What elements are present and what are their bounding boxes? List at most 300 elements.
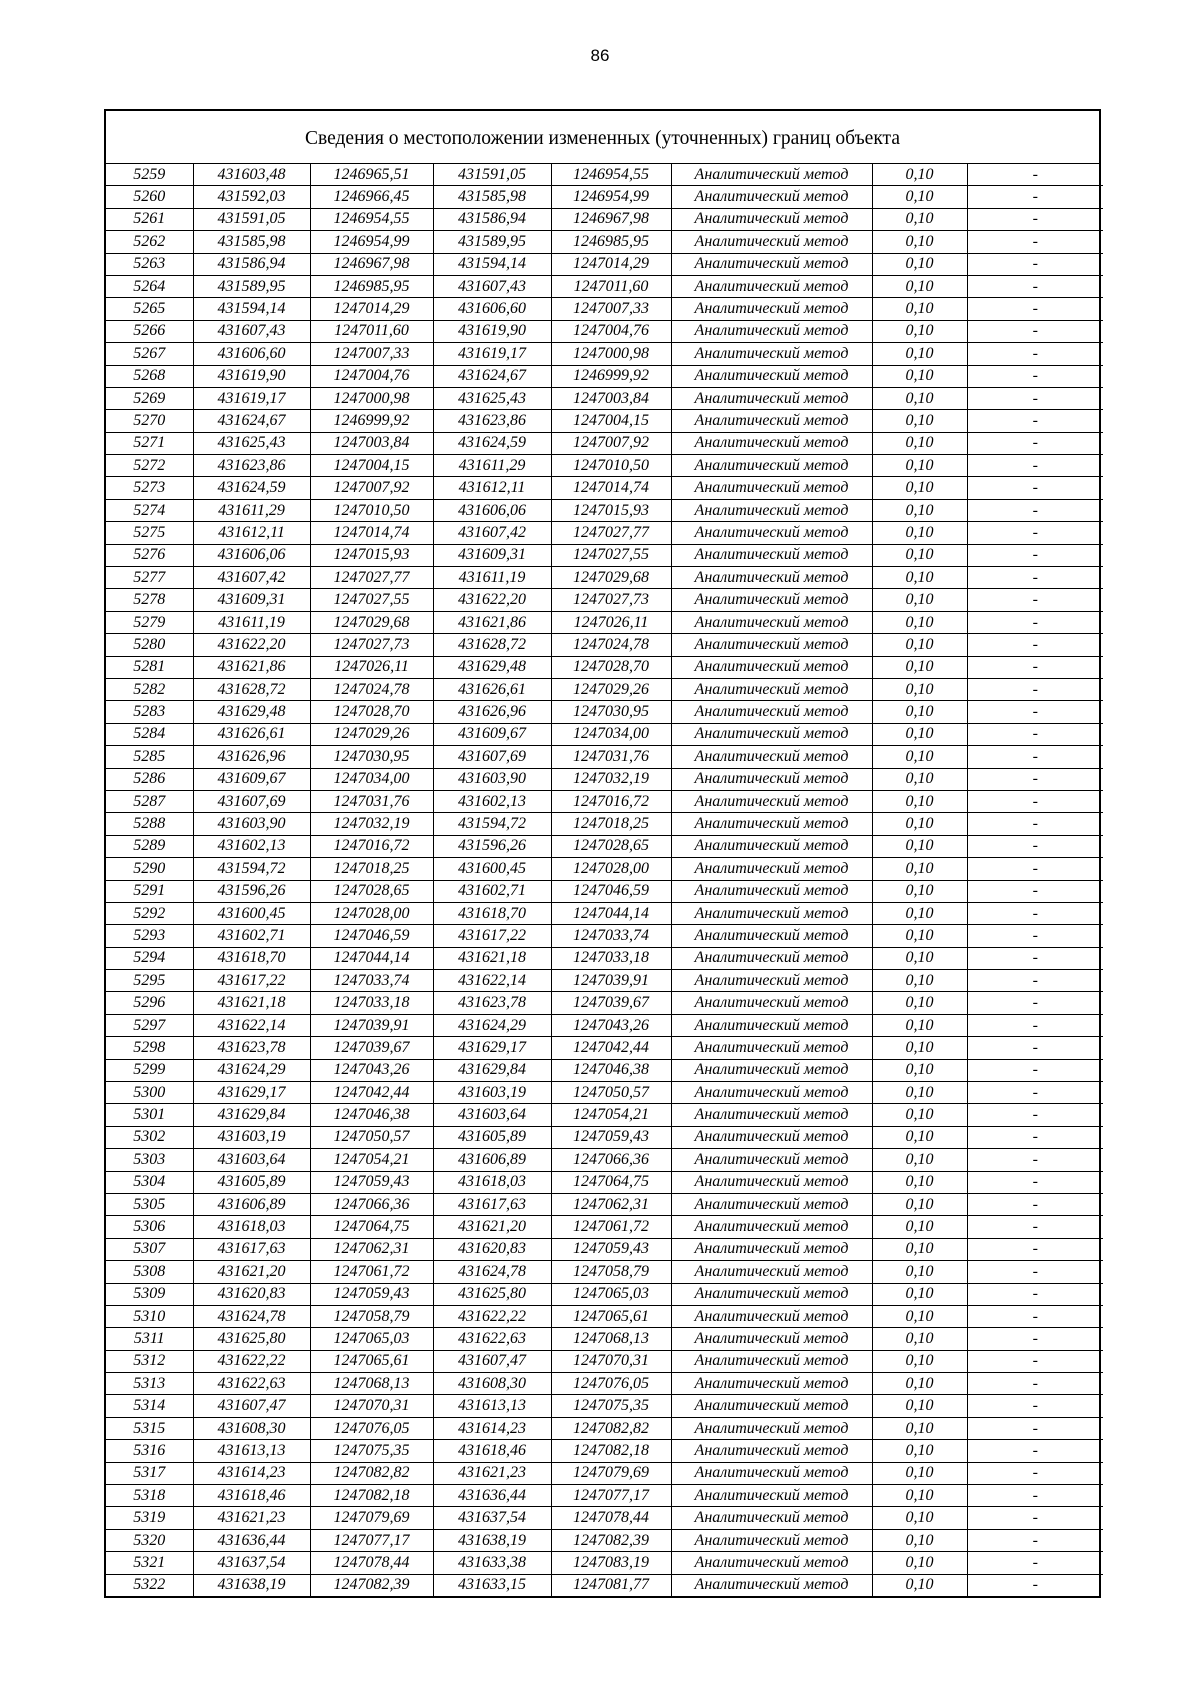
point-number-cell: 5277 — [106, 567, 193, 589]
y-end-cell: 1247062,31 — [551, 1193, 671, 1215]
point-number-cell: 5305 — [106, 1193, 193, 1215]
accuracy-cell: 0,10 — [872, 1552, 967, 1574]
note-cell: - — [967, 701, 1103, 723]
point-number-cell: 5299 — [106, 1059, 193, 1081]
accuracy-cell: 0,10 — [872, 1574, 967, 1596]
method-cell: Аналитический метод — [671, 567, 872, 589]
method-cell: Аналитический метод — [671, 1417, 872, 1439]
x-end-cell: 431618,46 — [433, 1440, 551, 1462]
x-end-cell: 431607,69 — [433, 746, 551, 768]
method-cell: Аналитический метод — [671, 813, 872, 835]
x-end-cell: 431612,11 — [433, 477, 551, 499]
note-cell: - — [967, 1261, 1103, 1283]
note-cell: - — [967, 813, 1103, 835]
method-cell: Аналитический метод — [671, 1171, 872, 1193]
x-start-cell: 431607,69 — [193, 790, 310, 812]
accuracy-cell: 0,10 — [872, 835, 967, 857]
accuracy-cell: 0,10 — [872, 567, 967, 589]
note-cell: - — [967, 1193, 1103, 1215]
y-end-cell: 1247014,74 — [551, 477, 671, 499]
x-start-cell: 431606,89 — [193, 1193, 310, 1215]
x-end-cell: 431621,20 — [433, 1216, 551, 1238]
note-cell: - — [967, 858, 1103, 880]
x-start-cell: 431624,59 — [193, 477, 310, 499]
note-cell: - — [967, 880, 1103, 902]
point-number-cell: 5276 — [106, 544, 193, 566]
y-start-cell: 1247015,93 — [310, 544, 433, 566]
accuracy-cell: 0,10 — [872, 1283, 967, 1305]
x-start-cell: 431607,47 — [193, 1395, 310, 1417]
y-start-cell: 1247068,13 — [310, 1373, 433, 1395]
table-row — [106, 611, 1103, 633]
method-cell: Аналитический метод — [671, 1395, 872, 1417]
x-start-cell: 431624,67 — [193, 410, 310, 432]
point-number-cell: 5274 — [106, 499, 193, 521]
table-row — [106, 186, 1103, 208]
y-end-cell: 1247059,43 — [551, 1238, 671, 1260]
method-cell: Аналитический метод — [671, 1261, 872, 1283]
y-start-cell: 1246967,98 — [310, 253, 433, 275]
method-cell: Аналитический метод — [671, 522, 872, 544]
point-number-cell: 5261 — [106, 208, 193, 230]
x-start-cell: 431622,63 — [193, 1373, 310, 1395]
point-number-cell: 5311 — [106, 1328, 193, 1350]
method-cell: Аналитический метод — [671, 477, 872, 499]
point-number-cell: 5286 — [106, 768, 193, 790]
point-number-cell: 5295 — [106, 970, 193, 992]
table-row — [106, 1171, 1103, 1193]
x-end-cell: 431624,29 — [433, 1014, 551, 1036]
y-start-cell: 1247059,43 — [310, 1171, 433, 1193]
x-start-cell: 431603,48 — [193, 164, 310, 186]
y-start-cell: 1247034,00 — [310, 768, 433, 790]
accuracy-cell: 0,10 — [872, 1216, 967, 1238]
y-end-cell: 1247027,77 — [551, 522, 671, 544]
x-start-cell: 431625,43 — [193, 432, 310, 454]
y-start-cell: 1247039,67 — [310, 1037, 433, 1059]
point-number-cell: 5268 — [106, 365, 193, 387]
x-end-cell: 431602,13 — [433, 790, 551, 812]
x-start-cell: 431636,44 — [193, 1529, 310, 1551]
accuracy-cell: 0,10 — [872, 1485, 967, 1507]
y-start-cell: 1247065,03 — [310, 1328, 433, 1350]
y-end-cell: 1247016,72 — [551, 790, 671, 812]
x-start-cell: 431624,29 — [193, 1059, 310, 1081]
y-start-cell: 1247050,57 — [310, 1126, 433, 1148]
y-end-cell: 1247029,26 — [551, 678, 671, 700]
point-number-cell: 5315 — [106, 1417, 193, 1439]
x-end-cell: 431623,86 — [433, 410, 551, 432]
note-cell: - — [967, 992, 1103, 1014]
point-number-cell: 5281 — [106, 656, 193, 678]
accuracy-cell: 0,10 — [872, 790, 967, 812]
table-row — [106, 298, 1103, 320]
y-start-cell: 1247082,82 — [310, 1462, 433, 1484]
x-start-cell: 431606,60 — [193, 343, 310, 365]
table-row — [106, 1373, 1103, 1395]
accuracy-cell: 0,10 — [872, 1149, 967, 1171]
table-row — [106, 567, 1103, 589]
method-cell: Аналитический метод — [671, 1305, 872, 1327]
y-end-cell: 1247076,05 — [551, 1373, 671, 1395]
y-end-cell: 1247077,17 — [551, 1485, 671, 1507]
point-number-cell: 5291 — [106, 880, 193, 902]
x-end-cell: 431622,20 — [433, 589, 551, 611]
point-number-cell: 5314 — [106, 1395, 193, 1417]
accuracy-cell: 0,10 — [872, 723, 967, 745]
x-end-cell: 431633,38 — [433, 1552, 551, 1574]
y-end-cell: 1247026,11 — [551, 611, 671, 633]
x-start-cell: 431629,48 — [193, 701, 310, 723]
y-start-cell: 1247028,70 — [310, 701, 433, 723]
x-end-cell: 431609,31 — [433, 544, 551, 566]
x-end-cell: 431636,44 — [433, 1485, 551, 1507]
y-start-cell: 1247007,33 — [310, 343, 433, 365]
y-end-cell: 1247033,18 — [551, 947, 671, 969]
y-end-cell: 1247078,44 — [551, 1507, 671, 1529]
accuracy-cell: 0,10 — [872, 1305, 967, 1327]
table-row — [106, 1350, 1103, 1372]
x-end-cell: 431594,14 — [433, 253, 551, 275]
y-start-cell: 1247082,39 — [310, 1574, 433, 1596]
x-end-cell: 431618,03 — [433, 1171, 551, 1193]
x-end-cell: 431607,42 — [433, 522, 551, 544]
note-cell: - — [967, 1037, 1103, 1059]
y-end-cell: 1247007,92 — [551, 432, 671, 454]
table-row — [106, 768, 1103, 790]
y-start-cell: 1247007,92 — [310, 477, 433, 499]
y-start-cell: 1247027,73 — [310, 634, 433, 656]
y-end-cell: 1247059,43 — [551, 1126, 671, 1148]
method-cell: Аналитический метод — [671, 611, 872, 633]
table-row — [106, 858, 1103, 880]
x-end-cell: 431633,15 — [433, 1574, 551, 1596]
accuracy-cell: 0,10 — [872, 992, 967, 1014]
table-row — [106, 343, 1103, 365]
method-cell: Аналитический метод — [671, 858, 872, 880]
table-row — [106, 1037, 1103, 1059]
method-cell: Аналитический метод — [671, 1328, 872, 1350]
method-cell: Аналитический метод — [671, 410, 872, 432]
point-number-cell: 5288 — [106, 813, 193, 835]
table-row — [106, 1059, 1103, 1081]
accuracy-cell: 0,10 — [872, 231, 967, 253]
y-start-cell: 1247033,18 — [310, 992, 433, 1014]
y-start-cell: 1247018,25 — [310, 858, 433, 880]
x-end-cell: 431613,13 — [433, 1395, 551, 1417]
method-cell: Аналитический метод — [671, 746, 872, 768]
point-number-cell: 5304 — [106, 1171, 193, 1193]
x-end-cell: 431600,45 — [433, 858, 551, 880]
y-start-cell: 1247004,15 — [310, 455, 433, 477]
x-start-cell: 431585,98 — [193, 231, 310, 253]
point-number-cell: 5278 — [106, 589, 193, 611]
note-cell: - — [967, 1395, 1103, 1417]
x-start-cell: 431618,03 — [193, 1216, 310, 1238]
x-end-cell: 431606,60 — [433, 298, 551, 320]
point-number-cell: 5317 — [106, 1462, 193, 1484]
note-cell: - — [967, 1440, 1103, 1462]
table-row — [106, 1440, 1103, 1462]
y-end-cell: 1247070,31 — [551, 1350, 671, 1372]
x-start-cell: 431618,70 — [193, 947, 310, 969]
point-number-cell: 5275 — [106, 522, 193, 544]
note-cell: - — [967, 835, 1103, 857]
x-end-cell: 431603,64 — [433, 1104, 551, 1126]
y-start-cell: 1247014,29 — [310, 298, 433, 320]
method-cell: Аналитический метод — [671, 164, 872, 186]
table-row — [106, 835, 1103, 857]
y-start-cell: 1247044,14 — [310, 947, 433, 969]
point-number-cell: 5282 — [106, 678, 193, 700]
x-start-cell: 431603,90 — [193, 813, 310, 835]
y-start-cell: 1247039,91 — [310, 1014, 433, 1036]
x-end-cell: 431624,67 — [433, 365, 551, 387]
method-cell: Аналитический метод — [671, 1552, 872, 1574]
accuracy-cell: 0,10 — [872, 678, 967, 700]
x-start-cell: 431594,14 — [193, 298, 310, 320]
table-row — [106, 1507, 1103, 1529]
method-cell: Аналитический метод — [671, 1283, 872, 1305]
table-row — [106, 1529, 1103, 1551]
table-row — [106, 208, 1103, 230]
note-cell: - — [967, 589, 1103, 611]
y-end-cell: 1247066,36 — [551, 1149, 671, 1171]
note-cell: - — [967, 1104, 1103, 1126]
x-start-cell: 431638,19 — [193, 1574, 310, 1596]
note-cell: - — [967, 1149, 1103, 1171]
accuracy-cell: 0,10 — [872, 164, 967, 186]
accuracy-cell: 0,10 — [872, 365, 967, 387]
accuracy-cell: 0,10 — [872, 656, 967, 678]
y-start-cell: 1247028,65 — [310, 880, 433, 902]
table-row — [106, 1126, 1103, 1148]
point-number-cell: 5271 — [106, 432, 193, 454]
x-start-cell: 431611,19 — [193, 611, 310, 633]
x-end-cell: 431594,72 — [433, 813, 551, 835]
table-row — [106, 746, 1103, 768]
x-start-cell: 431628,72 — [193, 678, 310, 700]
y-end-cell: 1246985,95 — [551, 231, 671, 253]
y-end-cell: 1247028,65 — [551, 835, 671, 857]
x-start-cell: 431600,45 — [193, 902, 310, 924]
y-start-cell: 1247029,68 — [310, 611, 433, 633]
method-cell: Аналитический метод — [671, 1373, 872, 1395]
y-end-cell: 1247082,39 — [551, 1529, 671, 1551]
note-cell: - — [967, 186, 1103, 208]
y-start-cell: 1247076,05 — [310, 1417, 433, 1439]
accuracy-cell: 0,10 — [872, 1037, 967, 1059]
accuracy-cell: 0,10 — [872, 1193, 967, 1215]
method-cell: Аналитический метод — [671, 1462, 872, 1484]
x-start-cell: 431606,06 — [193, 544, 310, 566]
point-number-cell: 5263 — [106, 253, 193, 275]
y-start-cell: 1247062,31 — [310, 1238, 433, 1260]
x-start-cell: 431603,64 — [193, 1149, 310, 1171]
accuracy-cell: 0,10 — [872, 701, 967, 723]
x-start-cell: 431617,22 — [193, 970, 310, 992]
x-start-cell: 431618,46 — [193, 1485, 310, 1507]
method-cell: Аналитический метод — [671, 1574, 872, 1596]
x-start-cell: 431603,19 — [193, 1126, 310, 1148]
x-start-cell: 431637,54 — [193, 1552, 310, 1574]
y-start-cell: 1247032,19 — [310, 813, 433, 835]
y-start-cell: 1247061,72 — [310, 1261, 433, 1283]
accuracy-cell: 0,10 — [872, 947, 967, 969]
accuracy-cell: 0,10 — [872, 253, 967, 275]
x-end-cell: 431638,19 — [433, 1529, 551, 1551]
x-start-cell: 431621,23 — [193, 1507, 310, 1529]
y-end-cell: 1247027,55 — [551, 544, 671, 566]
note-cell: - — [967, 410, 1103, 432]
accuracy-cell: 0,10 — [872, 634, 967, 656]
table-row — [106, 1485, 1103, 1507]
note-cell: - — [967, 1417, 1103, 1439]
point-number-cell: 5308 — [106, 1261, 193, 1283]
y-end-cell: 1247004,76 — [551, 320, 671, 342]
table-row — [106, 1014, 1103, 1036]
note-cell: - — [967, 768, 1103, 790]
table-row — [106, 164, 1103, 186]
coordinates-table — [106, 164, 1103, 1596]
accuracy-cell: 0,10 — [872, 611, 967, 633]
point-number-cell: 5267 — [106, 343, 193, 365]
y-start-cell: 1247078,44 — [310, 1552, 433, 1574]
y-start-cell: 1247027,55 — [310, 589, 433, 611]
note-cell: - — [967, 634, 1103, 656]
table-row — [106, 992, 1103, 1014]
x-end-cell: 431621,18 — [433, 947, 551, 969]
x-end-cell: 431626,96 — [433, 701, 551, 723]
method-cell: Аналитический метод — [671, 231, 872, 253]
note-cell: - — [967, 343, 1103, 365]
table-row — [106, 320, 1103, 342]
note-cell: - — [967, 746, 1103, 768]
note-cell: - — [967, 1485, 1103, 1507]
y-start-cell: 1247054,21 — [310, 1149, 433, 1171]
accuracy-cell: 0,10 — [872, 410, 967, 432]
y-end-cell: 1246967,98 — [551, 208, 671, 230]
table-row — [106, 589, 1103, 611]
method-cell: Аналитический метод — [671, 1350, 872, 1372]
y-start-cell: 1247077,17 — [310, 1529, 433, 1551]
y-start-cell: 1247031,76 — [310, 790, 433, 812]
x-end-cell: 431625,43 — [433, 387, 551, 409]
page-number: 86 — [590, 46, 610, 65]
x-start-cell: 431622,22 — [193, 1350, 310, 1372]
y-start-cell: 1247028,00 — [310, 902, 433, 924]
x-end-cell: 431617,22 — [433, 925, 551, 947]
note-cell: - — [967, 1238, 1103, 1260]
x-start-cell: 431589,95 — [193, 275, 310, 297]
x-start-cell: 431612,11 — [193, 522, 310, 544]
method-cell: Аналитический метод — [671, 432, 872, 454]
accuracy-cell: 0,10 — [872, 925, 967, 947]
point-number-cell: 5290 — [106, 858, 193, 880]
accuracy-cell: 0,10 — [872, 1529, 967, 1551]
x-end-cell: 431629,17 — [433, 1037, 551, 1059]
y-end-cell: 1247000,98 — [551, 343, 671, 365]
method-cell: Аналитический метод — [671, 455, 872, 477]
y-end-cell: 1246954,55 — [551, 164, 671, 186]
y-end-cell: 1247015,93 — [551, 499, 671, 521]
x-start-cell: 431596,26 — [193, 880, 310, 902]
x-end-cell: 431603,19 — [433, 1082, 551, 1104]
y-start-cell: 1247046,59 — [310, 925, 433, 947]
y-end-cell: 1247058,79 — [551, 1261, 671, 1283]
y-start-cell: 1247046,38 — [310, 1104, 433, 1126]
y-start-cell: 1246966,45 — [310, 186, 433, 208]
y-start-cell: 1247024,78 — [310, 678, 433, 700]
x-end-cell: 431605,89 — [433, 1126, 551, 1148]
table-row — [106, 1328, 1103, 1350]
x-start-cell: 431621,18 — [193, 992, 310, 1014]
y-end-cell: 1247028,70 — [551, 656, 671, 678]
y-end-cell: 1247014,29 — [551, 253, 671, 275]
point-number-cell: 5306 — [106, 1216, 193, 1238]
point-number-cell: 5270 — [106, 410, 193, 432]
x-end-cell: 431622,22 — [433, 1305, 551, 1327]
method-cell: Аналитический метод — [671, 1529, 872, 1551]
note-cell: - — [967, 947, 1103, 969]
table-row — [106, 1283, 1103, 1305]
x-end-cell: 431606,89 — [433, 1149, 551, 1171]
point-number-cell: 5296 — [106, 992, 193, 1014]
note-cell: - — [967, 387, 1103, 409]
point-number-cell: 5260 — [106, 186, 193, 208]
y-end-cell: 1247082,82 — [551, 1417, 671, 1439]
y-end-cell: 1247027,73 — [551, 589, 671, 611]
x-start-cell: 431591,05 — [193, 208, 310, 230]
table-row — [106, 1552, 1103, 1574]
y-start-cell: 1247011,60 — [310, 320, 433, 342]
x-end-cell: 431606,06 — [433, 499, 551, 521]
y-end-cell: 1247065,61 — [551, 1305, 671, 1327]
method-cell: Аналитический метод — [671, 1149, 872, 1171]
table-row — [106, 387, 1103, 409]
note-cell: - — [967, 275, 1103, 297]
note-cell: - — [967, 790, 1103, 812]
x-start-cell: 431626,96 — [193, 746, 310, 768]
table-row — [106, 455, 1103, 477]
note-cell: - — [967, 231, 1103, 253]
table-row — [106, 925, 1103, 947]
table-row — [106, 253, 1103, 275]
x-end-cell: 431607,47 — [433, 1350, 551, 1372]
y-end-cell: 1247083,19 — [551, 1552, 671, 1574]
y-end-cell: 1247029,68 — [551, 567, 671, 589]
method-cell: Аналитический метод — [671, 387, 872, 409]
note-cell: - — [967, 925, 1103, 947]
method-cell: Аналитический метод — [671, 1126, 872, 1148]
table-row — [106, 1395, 1103, 1417]
x-start-cell: 431623,86 — [193, 455, 310, 477]
y-start-cell: 1247030,95 — [310, 746, 433, 768]
method-cell: Аналитический метод — [671, 656, 872, 678]
point-number-cell: 5283 — [106, 701, 193, 723]
table-row — [106, 410, 1103, 432]
method-cell: Аналитический метод — [671, 499, 872, 521]
x-start-cell: 431605,89 — [193, 1171, 310, 1193]
method-cell: Аналитический метод — [671, 925, 872, 947]
point-number-cell: 5266 — [106, 320, 193, 342]
note-cell: - — [967, 1373, 1103, 1395]
x-start-cell: 431594,72 — [193, 858, 310, 880]
note-cell: - — [967, 611, 1103, 633]
table-row — [106, 1082, 1103, 1104]
y-end-cell: 1247075,35 — [551, 1395, 671, 1417]
note-cell: - — [967, 1305, 1103, 1327]
